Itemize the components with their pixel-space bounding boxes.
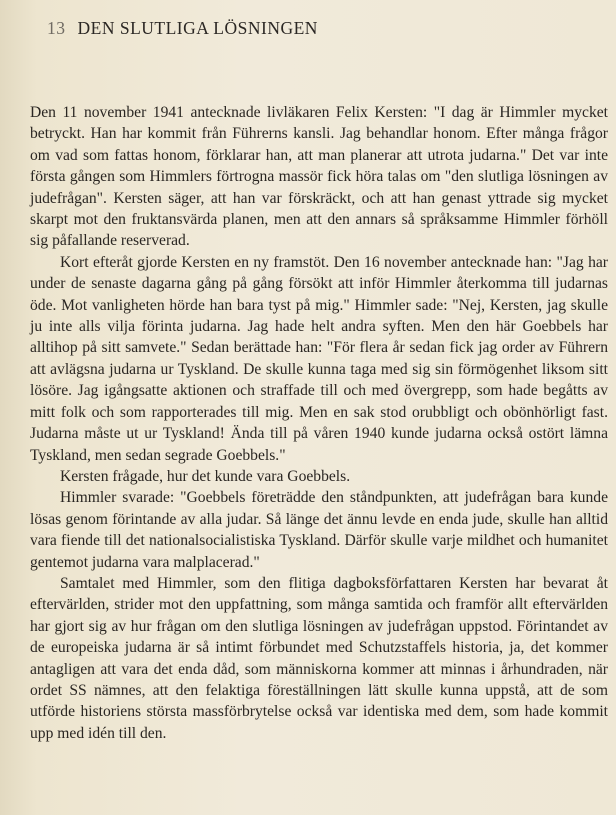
running-header: [47, 18, 318, 39]
paragraph: Den 11 november 1941 antecknade livläkaren Felix Kersten: "I dag är Himmler mycket betryckt. Han har kommit från Führerns kansli. Jag behandlar honom. Efter många frågor om vad som fattas honom, förklarar han, att man planerar att utrota judarna." Det var inte första gången som Himmlers förtrogna massör fick höra talas om "den slutliga lösningen av judefrågan". Kersten säger, att han var förskräckt, och att han genast yttrade sig mycket skarpt mot den fruktansvärda planen, men att den annars så språksamme Himmler förhöll sig påfallande reserverad.: [30, 104, 608, 250]
paragraph: Samtalet med Himmler, som den flitiga dagboksförfattaren Kersten har bevarat åt eftervärlden, strider mot den uppfattning, som många samtida och framför allt eftervärlden har gjort sig av hur frågan om den slutliga lösningen av judefrågan uppstod. Förintandet av de europeiska judarna är så intimt förbundet med Schutzstaffels historia, ja, det kommer antagligen att vara det enda dåd, som människorna kommer att minnas i århundraden, när ordet SS nämnes, att den felaktiga föreställningen lätt skulle kunna uppstå, att de som utförde historiens största massförbrytelse också var identiska med dem, som hade kommit upp med idén till den.: [30, 574, 608, 742]
chapter-title: DEN SLUTLIGA LÖSNINGEN: [77, 18, 318, 38]
paragraph: Kort efteråt gjorde Kersten en ny framstöt. Den 16 november antecknade han: "Jag har under de senaste dagarna gång på gång försökt att inför Himmler återkomma till judarnas öde. Mot vanligheten hörde han bara tyst på mig." Himmler sade: "Nej, Kersten, jag skulle ju inte alls vilja förinta judarna. Jag hade helt andra syften. Men den här Goebbels har alltihop på sitt samvete." Sedan berättade han: "För flera år sedan fick jag order av Führern att avlägsna judarna ur Tyskland. De skulle kunna taga med sig sin förmögenhet liksom sitt lösöre. Jag igångsatte aktionen och straffade till och med övergrepp, som hade begåtts av mitt folk och som rapporterades till mig. Men en sak stod orubbligt och obönhörligt fast. Judarna måste ut ur Tyskland! Ända till på våren 1940 kunde judarna också ostört lämna Tyskland, men sedan segrade Goebbels.": [30, 253, 608, 464]
paragraph: Kersten frågade, hur det kunde vara Goebbels.: [60, 467, 351, 485]
body-text: [30, 102, 608, 744]
paragraph: Himmler svarade: "Goebbels företrädde den ståndpunkten, att judefrågan bara kunde lösas genom förintande av alla judar. Så länge det ännu levde en enda jude, skulle han alltid vara fiende till det nationalsocialistiska Tyskland. Därför skulle varje mildhet och humanitet gentemot judarna vara malplacerad.": [30, 489, 608, 571]
page-number: 13: [47, 18, 66, 38]
